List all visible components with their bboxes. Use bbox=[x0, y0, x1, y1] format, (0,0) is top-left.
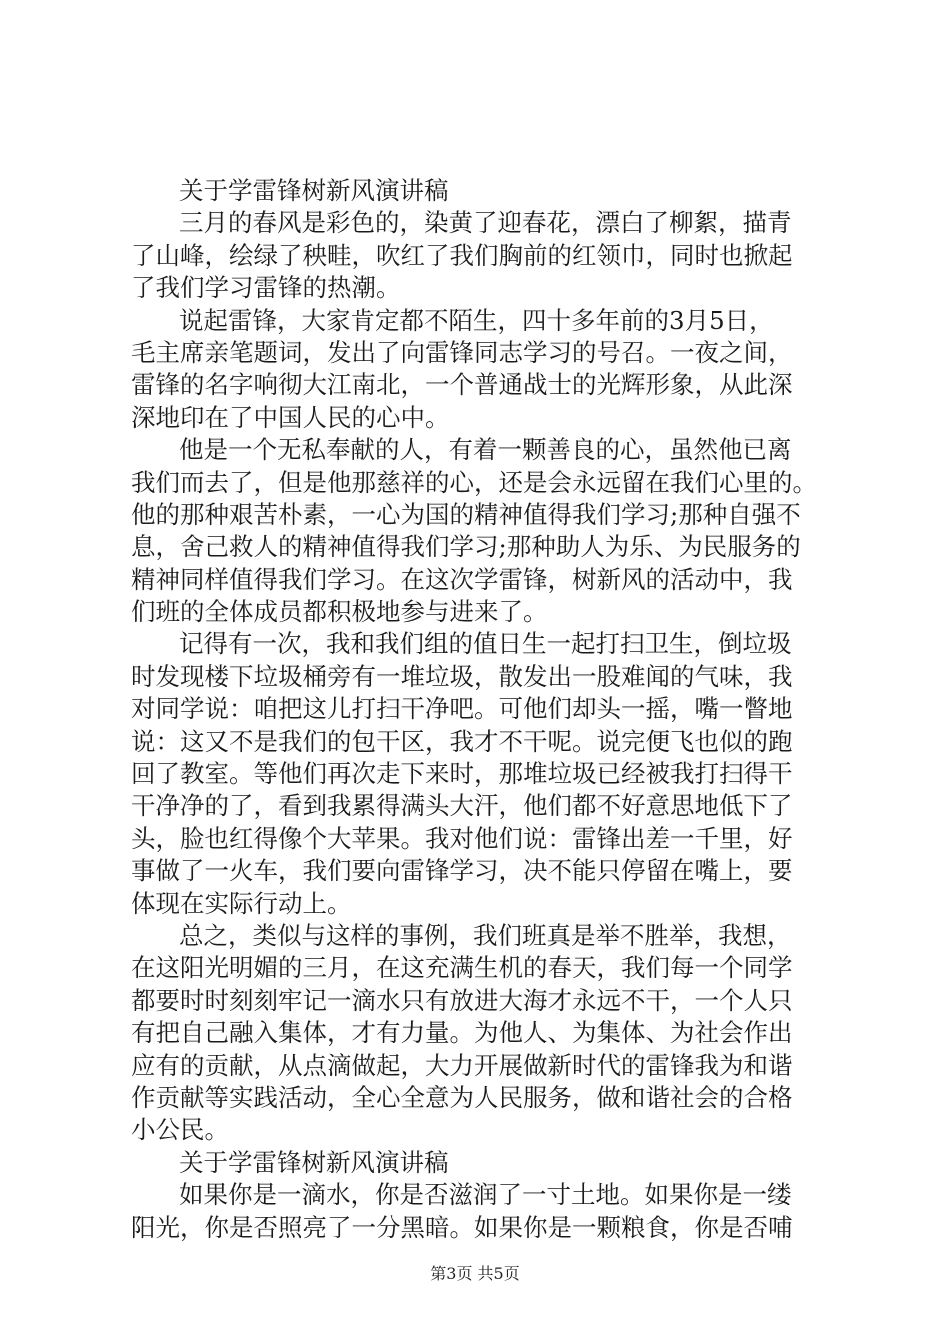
text-line: 了我们学习雷锋的热潮。 bbox=[131, 273, 401, 303]
text-line: 应有的贡献，从点滴做起，大力开展做新时代的雷锋我为和谐 bbox=[131, 1050, 793, 1080]
text-line: 深地印在了中国人民的心中。 bbox=[131, 402, 450, 432]
text-line: 总之，类似与这样的事例，我们班真是举不胜举，我想， bbox=[179, 920, 792, 950]
text-line: 们班的全体成员都积极地参与进来了。 bbox=[131, 597, 548, 627]
text-line: 时发现楼下垃圾桶旁有一堆垃圾，散发出一股难闻的气味，我 bbox=[131, 661, 793, 691]
text-line: 事做了一火车，我们要向雷锋学习，决不能只停留在嘴上，要 bbox=[131, 856, 793, 886]
text-line: 毛主席亲笔题词，发出了向雷锋同志学习的号召。一夜之间， bbox=[131, 337, 793, 367]
text-line: 记得有一次，我和我们组的值日生一起打扫卫生，倒垃圾 bbox=[179, 629, 792, 659]
text-line: 关于学雷锋树新风演讲稿 bbox=[179, 1147, 449, 1177]
text-line: 有把自己融入集体，才有力量。为他人、为集体、为社会作出 bbox=[131, 1018, 793, 1048]
page-footer: 第3页 共5页 bbox=[430, 1264, 520, 1283]
text-line: 对同学说：咱把这儿打扫干净吧。可他们却头一摇，嘴一瞥地 bbox=[131, 694, 793, 724]
text-line: 回了教室。等他们再次走下来时，那堆垃圾已经被我打扫得干 bbox=[131, 759, 793, 789]
text-line: 干净净的了，看到我累得满头大汗，他们都不好意思地低下了 bbox=[131, 791, 793, 821]
text-line: 我们而去了，但是他那慈祥的心，还是会永远留在我们心里的。 bbox=[131, 467, 817, 497]
text-line: 关于学雷锋树新风演讲稿 bbox=[179, 176, 449, 205]
text-line: 作贡献等实践活动，全心全意为人民服务，做和谐社会的合格 bbox=[131, 1082, 793, 1112]
text-line: 三月的春风是彩色的，染黄了迎春花，漂白了柳絮，描青 bbox=[179, 208, 792, 238]
text-line: 都要时时刻刻牢记一滴水只有放进大海才永远不干，一个人只 bbox=[131, 985, 793, 1015]
text-line: 雷锋的名字响彻大江南北，一个普通战士的光辉形象，从此深 bbox=[131, 370, 793, 400]
text-line: 他是一个无私奉献的人，有着一颗善良的心，虽然他已离 bbox=[179, 435, 792, 465]
text-line: 在这阳光明媚的三月，在这充满生机的春天，我们每一个同学 bbox=[131, 953, 793, 983]
text-line: 息，舍己救人的精神值得我们学习;那种助人为乐、为民服务的 bbox=[131, 532, 801, 562]
text-line: 头，脸也红得像个大苹果。我对他们说：雷锋出差一千里，好 bbox=[131, 823, 793, 853]
text-line: 体现在实际行动上。 bbox=[131, 888, 352, 918]
text-line: 小公民。 bbox=[131, 1115, 229, 1145]
text-line: 精神同样值得我们学习。在这次学雷锋，树新风的活动中，我 bbox=[131, 564, 793, 594]
document-body bbox=[131, 175, 831, 1244]
text-line: 如果你是一滴水，你是否滋润了一寸土地。如果你是一缕 bbox=[179, 1180, 792, 1210]
text-line: 阳光，你是否照亮了一分黑暗。如果你是一颗粮食，你是否哺 bbox=[131, 1212, 793, 1242]
text-line: 了山峰，绘绿了秧畦，吹红了我们胸前的红领巾，同时也掀起 bbox=[131, 240, 793, 270]
text-line: 说起雷锋，大家肯定都不陌生，四十多年前的3月5日， bbox=[179, 305, 774, 335]
text-line: 他的那种艰苦朴素，一心为国的精神值得我们学习;那种自强不 bbox=[131, 499, 801, 529]
text-line: 说：这又不是我们的包干区，我才不干呢。说完便飞也似的跑 bbox=[131, 726, 793, 756]
